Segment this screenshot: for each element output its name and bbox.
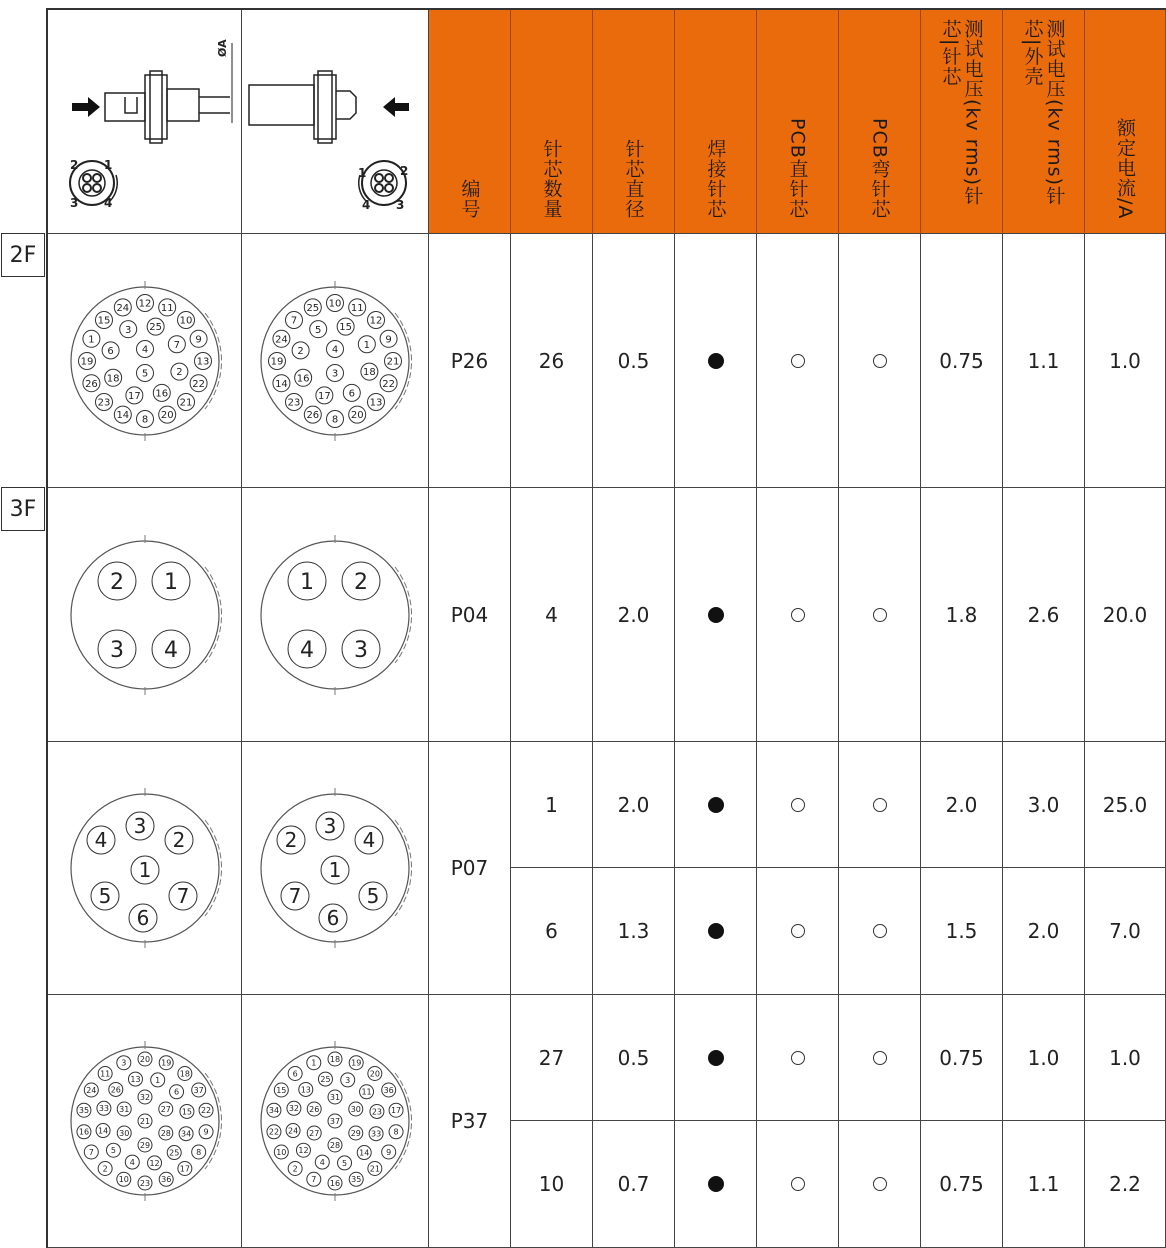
pcb-bent-cell	[839, 488, 921, 742]
pin-number: 27	[160, 1104, 171, 1114]
pin-number: 14	[115, 409, 129, 421]
pin-number: 37	[329, 1116, 341, 1126]
pin-number: 11	[361, 1087, 372, 1097]
pin-number: 22	[191, 378, 205, 390]
pin-number: 2	[102, 1164, 108, 1174]
pin-number: 1	[363, 339, 371, 351]
pin-number: 1	[138, 858, 151, 883]
pinout-diagram	[250, 1036, 420, 1206]
pin-number: 25	[148, 321, 162, 333]
code-cell: P07	[429, 742, 511, 995]
pin-number: 20	[139, 1054, 150, 1064]
pin-number: 8	[195, 1147, 201, 1157]
pin-number: 5	[110, 1146, 116, 1156]
pin-number: 32	[288, 1104, 300, 1114]
p07-plug-pinout	[48, 742, 242, 995]
pin-diameter-cell: 0.5	[593, 995, 675, 1121]
pin-number: 9	[194, 333, 202, 345]
col-header-code: 编号	[429, 10, 511, 234]
pin-number: 18	[363, 366, 376, 378]
rated-current-cell: 7.0	[1085, 868, 1166, 995]
voltage-pin-shell-cell: 1.1	[1003, 1121, 1085, 1248]
pin-number: 16	[296, 372, 310, 384]
pin-number: 8	[331, 414, 339, 426]
pin-number: 18	[179, 1069, 190, 1079]
pinout-diagram	[60, 783, 230, 953]
voltage-pin-shell-cell: 2.0	[1003, 868, 1085, 995]
pin-number: 24	[275, 333, 288, 345]
pin-number: 13	[129, 1074, 141, 1084]
svg-text:2: 2	[399, 163, 408, 178]
pin-number: 8	[141, 414, 148, 426]
pcb-bent-cell	[839, 868, 921, 995]
hollow-circle-icon	[873, 1051, 887, 1065]
pin-number: 6	[348, 387, 355, 399]
hollow-circle-icon	[873, 924, 887, 938]
socket-pin-face	[358, 161, 408, 212]
pin-number: 9	[203, 1127, 209, 1137]
hollow-circle-icon	[791, 924, 805, 938]
pin-number: 24	[115, 302, 129, 314]
pin-number: 26	[306, 409, 320, 421]
pin-number: 14	[97, 1126, 108, 1136]
rated-current-cell: 1.0	[1085, 234, 1166, 488]
voltage-pin-shell-cell: 2.6	[1003, 488, 1085, 742]
pin-number: 14	[359, 1148, 370, 1158]
pin-number: 2	[284, 828, 298, 853]
pin-number: 29	[139, 1140, 150, 1150]
svg-text:2: 2	[69, 157, 78, 172]
col-header-voltage-pin-pin: 测试电压(kv rms)针芯|针芯	[921, 10, 1003, 234]
pcb-straight-cell	[757, 234, 839, 488]
pin-number: 13	[369, 397, 383, 409]
pin-number: 18	[106, 372, 120, 384]
pin-diameter-cell: 0.5	[593, 234, 675, 488]
pcb-bent-cell	[839, 1121, 921, 1248]
pin-number: 36	[160, 1175, 171, 1185]
plug-pin-face	[70, 158, 117, 210]
pcb-bent-cell	[839, 742, 921, 868]
svg-text:3: 3	[395, 197, 404, 212]
col-header-pin-diameter: 针芯直径	[593, 10, 675, 234]
pin-number: 24	[85, 1085, 96, 1095]
pin-number: 23	[287, 397, 301, 409]
pin-number: 1	[300, 569, 314, 595]
svg-text:1: 1	[103, 157, 112, 172]
pin-number: 23	[97, 397, 110, 409]
pcb-straight-cell	[757, 995, 839, 1121]
pin-number: 28	[160, 1128, 171, 1138]
pin-number: 4	[300, 637, 314, 663]
pin-number: 16	[154, 387, 168, 399]
pin-number: 11	[99, 1069, 110, 1079]
voltage-pin-pin-cell: 1.5	[921, 868, 1003, 995]
p37-plug-pinout	[48, 995, 242, 1248]
col-header-pcb-straight: PCB直针芯	[757, 10, 839, 234]
col-header-voltage-pin-shell: 测试电压(kv rms)针芯|外壳	[1003, 10, 1085, 234]
solder-pin-cell	[675, 234, 757, 488]
pin-number: 2	[292, 1164, 298, 1174]
pin-number: 12	[138, 298, 151, 310]
pin-number: 2	[175, 366, 183, 378]
pcb-straight-cell	[757, 488, 839, 742]
pin-count-cell: 1	[511, 742, 593, 868]
pin-number: 4	[94, 828, 107, 853]
pinout-diagram	[250, 276, 420, 446]
col-header-pcb-bent: PCB弯针芯	[839, 10, 921, 234]
pcb-bent-cell	[839, 234, 921, 488]
svg-text:4: 4	[361, 197, 370, 212]
pin-number: 12	[298, 1146, 309, 1156]
pin-number: 5	[98, 884, 111, 909]
pin-number: 21	[139, 1116, 150, 1126]
pin-number: 33	[370, 1129, 382, 1139]
pin-number: 23	[371, 1107, 383, 1117]
connector-spec-table	[46, 8, 1166, 1248]
pin-number: 15	[339, 321, 353, 333]
pin-number: 3	[323, 814, 337, 839]
pin-number: 19	[270, 356, 284, 368]
hollow-circle-icon	[791, 798, 805, 812]
filled-dot-icon	[708, 923, 724, 939]
pin-number: 4	[319, 1157, 325, 1167]
plug-drawing-cell	[48, 10, 242, 234]
pin-number: 14	[275, 378, 288, 390]
hollow-circle-icon	[873, 608, 887, 622]
p04-plug-pinout	[48, 488, 242, 742]
pin-number: 4	[129, 1157, 135, 1167]
pin-number: 21	[386, 356, 400, 368]
pin-number: 19	[80, 356, 93, 368]
pinout-diagram	[250, 530, 420, 700]
pin-number: 15	[276, 1085, 287, 1095]
pin-number: 24	[287, 1126, 299, 1136]
pin-number: 25	[168, 1148, 179, 1158]
voltage-pin-shell-cell: 1.1	[1003, 234, 1085, 488]
pcb-straight-cell	[757, 1121, 839, 1248]
pin-number: 17	[317, 390, 331, 402]
pin-number: 3	[133, 814, 146, 839]
pin-number: 20	[369, 1069, 380, 1079]
pin-number: 23	[139, 1178, 150, 1188]
socket-side-drawing	[244, 13, 427, 231]
p07-socket-pinout	[242, 742, 429, 995]
pin-number: 25	[320, 1074, 331, 1084]
p37-socket-pinout	[242, 995, 429, 1248]
series-tag-3f: 3F	[1, 487, 45, 531]
pin-number: 4	[362, 828, 376, 853]
pin-number: 15	[97, 315, 110, 327]
pin-number: 34	[268, 1106, 280, 1116]
pin-number: 5	[141, 368, 148, 380]
pin-number: 4	[163, 637, 178, 663]
pin-count-cell: 26	[511, 234, 593, 488]
pin-number: 29	[350, 1128, 361, 1138]
rated-current-cell: 20.0	[1085, 488, 1166, 742]
pin-number: 13	[196, 356, 209, 368]
pcb-bent-cell	[839, 995, 921, 1121]
pin-number: 3	[331, 368, 339, 380]
pin-number: 37	[193, 1085, 204, 1095]
solder-pin-cell	[675, 742, 757, 868]
pin-number: 13	[300, 1085, 311, 1095]
hollow-circle-icon	[791, 354, 805, 368]
hollow-circle-icon	[791, 608, 805, 622]
pin-number: 9	[385, 333, 392, 345]
pin-number: 4	[141, 344, 148, 356]
pinout-diagram	[60, 276, 230, 446]
pin-number: 16	[329, 1178, 341, 1188]
pin-number: 17	[127, 390, 141, 402]
pin-number: 31	[118, 1104, 129, 1114]
pin-number: 2	[109, 569, 124, 595]
svg-text:3: 3	[69, 195, 78, 210]
pin-number: 3	[120, 1058, 126, 1068]
solder-pin-cell	[675, 488, 757, 742]
pin-diameter-cell: 2.0	[593, 742, 675, 868]
pin-number: 6	[326, 906, 340, 931]
filled-dot-icon	[708, 1176, 724, 1192]
pin-number: 26	[110, 1085, 121, 1095]
pin-number: 3	[354, 637, 368, 663]
filled-dot-icon	[708, 607, 724, 623]
pin-number: 21	[179, 397, 192, 409]
col-header-solder-pin: 焊接针芯	[675, 10, 757, 234]
col-header-pin-count: 针芯数量	[511, 10, 593, 234]
pin-number: 26	[309, 1104, 320, 1114]
pin-number: 17	[390, 1106, 402, 1116]
pin-number: 11	[160, 302, 174, 314]
pin-number: 35	[78, 1106, 89, 1116]
pin-number: 5	[366, 884, 380, 909]
pin-number: 21	[369, 1164, 380, 1174]
pin-number: 1	[87, 333, 95, 345]
pin-number: 32	[139, 1092, 150, 1102]
voltage-pin-pin-cell: 1.8	[921, 488, 1003, 742]
code-cell: P37	[429, 995, 511, 1248]
pin-number: 31	[329, 1092, 341, 1102]
pin-number: 20	[160, 409, 174, 421]
solder-pin-cell	[675, 868, 757, 995]
pin-number: 4	[331, 344, 339, 356]
hollow-circle-icon	[791, 1051, 805, 1065]
pin-number: 10	[179, 315, 192, 327]
pin-count-cell: 4	[511, 488, 593, 742]
pin-number: 1	[311, 1058, 317, 1068]
rated-current-cell: 2.2	[1085, 1121, 1166, 1248]
pin-number: 7	[311, 1175, 317, 1185]
filled-dot-icon	[708, 797, 724, 813]
rated-current-cell: 25.0	[1085, 742, 1166, 868]
pin-number: 17	[179, 1164, 190, 1174]
pcb-straight-cell	[757, 868, 839, 995]
pin-number: 30	[350, 1104, 361, 1114]
pin-number: 7	[88, 1147, 94, 1157]
pcb-straight-cell	[757, 742, 839, 868]
pin-number: 36	[383, 1085, 394, 1095]
insert-arrow-icon	[383, 97, 409, 117]
pin-number: 19	[351, 1058, 362, 1068]
hollow-circle-icon	[873, 1177, 887, 1191]
pin-number: 27	[309, 1128, 320, 1138]
voltage-pin-shell-cell: 3.0	[1003, 742, 1085, 868]
pin-diameter-cell: 0.7	[593, 1121, 675, 1248]
insert-arrow-icon	[72, 97, 100, 117]
pin-number: 35	[351, 1175, 362, 1185]
pin-number: 30	[118, 1128, 129, 1138]
pin-number: 34	[180, 1129, 191, 1139]
pin-number: 3	[124, 324, 131, 336]
filled-dot-icon	[708, 1050, 724, 1066]
pin-number: 15	[181, 1107, 192, 1117]
pin-number: 1	[328, 858, 342, 883]
pin-number: 7	[176, 884, 189, 909]
pin-number: 10	[328, 298, 342, 310]
pin-number: 10	[118, 1175, 129, 1185]
voltage-pin-pin-cell: 0.75	[921, 234, 1003, 488]
plug-side-drawing	[50, 13, 240, 231]
pin-count-cell: 10	[511, 1121, 593, 1248]
p26-plug-pinout	[48, 234, 242, 488]
pin-number: 26	[84, 378, 98, 390]
pin-number: 22	[268, 1127, 280, 1137]
pin-number: 19	[160, 1058, 171, 1068]
series-tag-2f: 2F	[1, 233, 45, 277]
pin-number: 6	[136, 906, 149, 931]
diameter-label: ØA	[215, 38, 229, 57]
pin-number: 12	[148, 1158, 160, 1168]
pin-number: 22	[200, 1106, 211, 1116]
voltage-pin-pin-cell: 0.75	[921, 995, 1003, 1121]
pin-number: 25	[306, 302, 320, 314]
code-cell: P26	[429, 234, 511, 488]
hollow-circle-icon	[873, 798, 887, 812]
pin-diameter-cell: 1.3	[593, 868, 675, 995]
hollow-circle-icon	[791, 1177, 805, 1191]
pin-number: 1	[163, 569, 178, 595]
pin-number: 9	[386, 1147, 392, 1157]
voltage-pin-pin-cell: 0.75	[921, 1121, 1003, 1248]
pin-number: 6	[173, 1087, 179, 1097]
hollow-circle-icon	[873, 354, 887, 368]
pin-count-cell: 27	[511, 995, 593, 1121]
pin-number: 3	[109, 637, 124, 663]
pin-number: 8	[393, 1127, 399, 1137]
pin-number: 7	[173, 339, 180, 351]
pin-number: 6	[292, 1069, 298, 1079]
pin-number: 33	[98, 1104, 109, 1114]
col-header-rated-current: 额定电流/A	[1085, 10, 1166, 234]
pin-number: 2	[172, 828, 185, 853]
pin-number: 7	[288, 884, 302, 909]
pin-number: 16	[78, 1127, 89, 1137]
pinout-diagram	[60, 530, 230, 700]
pin-number: 12	[369, 315, 383, 327]
pin-diameter-cell: 2.0	[593, 488, 675, 742]
socket-drawing-cell	[242, 10, 429, 234]
filled-dot-icon	[708, 353, 724, 369]
pin-number: 20	[350, 409, 364, 421]
pin-number: 22	[382, 378, 395, 390]
pin-number: 2	[354, 569, 368, 595]
pinout-diagram	[250, 783, 420, 953]
pin-number: 11	[350, 302, 364, 314]
rated-current-cell: 1.0	[1085, 995, 1166, 1121]
voltage-pin-shell-cell: 1.0	[1003, 995, 1085, 1121]
pin-number: 3	[345, 1075, 351, 1085]
solder-pin-cell	[675, 995, 757, 1121]
pin-number: 1	[154, 1075, 160, 1085]
svg-text:4: 4	[103, 195, 112, 210]
pin-number: 28	[329, 1140, 341, 1150]
pin-number: 18	[329, 1054, 341, 1064]
voltage-pin-pin-cell: 2.0	[921, 742, 1003, 868]
pin-number: 6	[106, 345, 114, 357]
p04-socket-pinout	[242, 488, 429, 742]
pin-number: 5	[341, 1158, 348, 1168]
pin-number: 7	[290, 315, 298, 327]
code-cell: P04	[429, 488, 511, 742]
p26-socket-pinout	[242, 234, 429, 488]
pin-number: 5	[315, 324, 322, 336]
pin-number: 10	[276, 1147, 287, 1157]
pinout-diagram	[60, 1036, 230, 1206]
solder-pin-cell	[675, 1121, 757, 1248]
pin-number: 2	[297, 345, 304, 357]
svg-text:1: 1	[357, 165, 366, 180]
pin-count-cell: 6	[511, 868, 593, 995]
